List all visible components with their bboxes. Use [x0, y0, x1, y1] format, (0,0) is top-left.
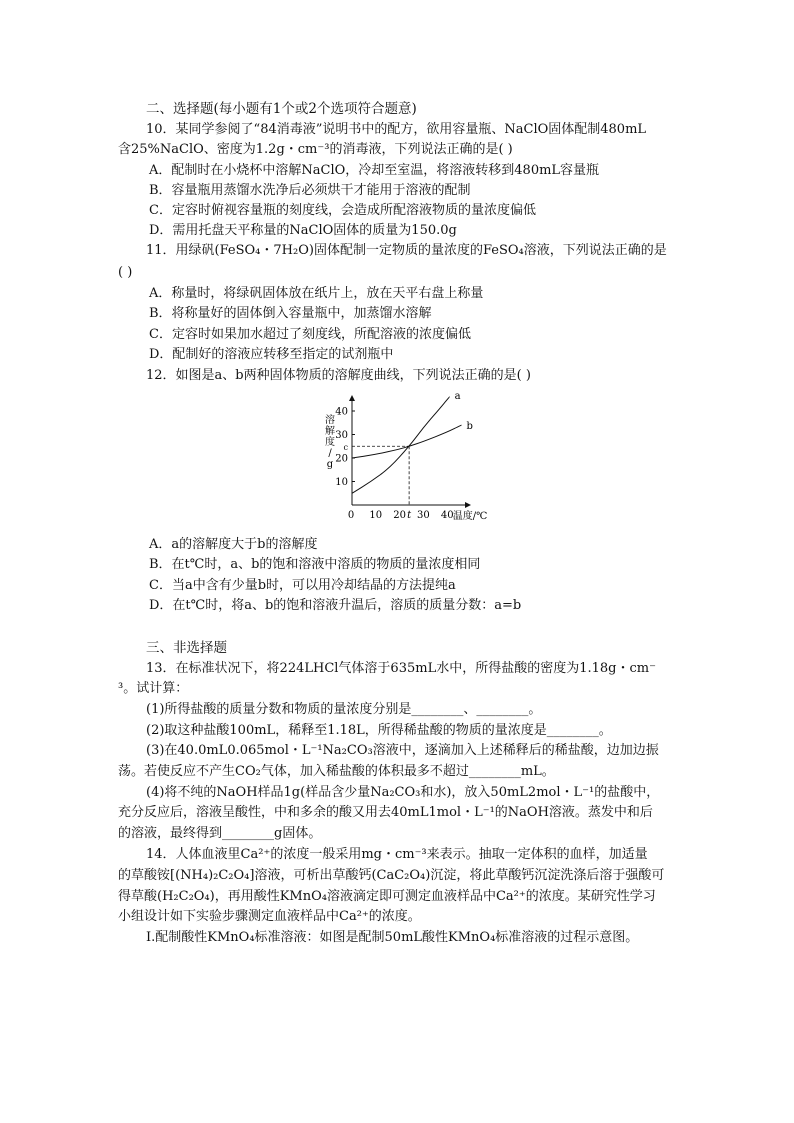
- q10-stem-line1: 10．某同学参阅了“84消毒液”说明书中的配方，欲用容量瓶、NaClO固体配制480mL: [146, 122, 647, 137]
- q13-part3-line1: (3)在40.0mL0.065mol・L⁻¹Na₂CO₃溶液中，逐滴加入上述稀释后的稀盐酸，边加边振: [146, 743, 659, 758]
- y-axis-label-char: 度: [325, 437, 335, 448]
- section3-heading: 三、非选择题: [146, 640, 227, 656]
- solubility-chart: [320, 393, 510, 523]
- x-tick-label: 20: [393, 510, 406, 521]
- y-axis-label-char: 解: [325, 426, 335, 437]
- q11-option-a: A．称量时，将绿矾固体放在纸片上，放在天平右盘上称量: [149, 286, 484, 301]
- section2-heading: 二、选择题(每小题有1个或2个选项符合题意): [146, 101, 417, 117]
- q14-part1: Ⅰ.配制酸性KMnO₄标准溶液：如图是配制50mL酸性KMnO₄标准溶液的过程示意图。: [146, 930, 639, 945]
- x-tick-label: 0: [347, 510, 355, 521]
- q10-option-b: B．容量瓶用蒸馏水洗净后必须烘干才能用于溶液的配制: [149, 183, 471, 198]
- q10-option-d: D．需用托盘天平称量的NaClO固体的质量为150.0g: [149, 223, 457, 238]
- q12-option-d: D．在t℃时，将a、b的饱和溶液升温后，溶质的质量分数：a=b: [149, 598, 522, 613]
- q13-part4-line2: 充分反应后，溶液呈酸性，中和多余的酸又用去40mL1mol・L⁻¹的NaOH溶液。蒸发中和后: [118, 805, 653, 820]
- q13-part4-line3: 的溶液，最终得到________g固体。: [118, 826, 322, 841]
- q13-part4-line1: (4)将不纯的NaOH样品1g(样品含少量Na₂CO₃和水)，放入50mL2mol・L⁻¹的盐酸中，: [146, 785, 660, 800]
- q13-stem-line1: 13．在标准状况下，将224LHCl气体溶于635mL水中，所得盐酸的密度为1.18g・cm⁻: [146, 661, 656, 676]
- y-tick-label: 30: [335, 430, 348, 441]
- q12-option-a: A．a的溶解度大于b的溶解度: [149, 537, 318, 552]
- x-tick-label: 10: [369, 510, 383, 521]
- q11-stem-line1: 11．用绿矾(FeSO₄・7H₂O)固体配制一定物质的量浓度的FeSO₄溶液，下列说法正确的是: [146, 243, 667, 258]
- y-tick-label: 40: [335, 406, 348, 418]
- x-tick-label: 30: [417, 510, 430, 521]
- q12-stem: 12．如图是a、b两种固体物质的溶解度曲线，下列说法正确的是( ): [146, 368, 531, 383]
- y-tick-label: 10: [335, 477, 348, 488]
- q11-option-b: B．将称量好的固体倒入容量瓶中，加蒸馏水溶解: [149, 306, 432, 321]
- q14-line2: 的草酸铵[(NH₄)₂C₂O₄]溶液，可析出草酸钙(CaC₂O₄)沉淀，将此草酸钙沉淀洗涤后溶于强酸可: [118, 868, 665, 883]
- x-axis-label: [453, 509, 488, 522]
- series-b-label: b: [466, 421, 473, 433]
- q13-part3-line2: 荡。若使反应不产生CO₂气体，加入稀盐酸的体积最多不超过________mL。: [118, 764, 555, 779]
- q14-line4: 小组设计如下实验步骤测定血液样品中Ca²⁺的浓度。: [118, 909, 421, 924]
- q13-part1: (1)所得盐酸的质量分数和物质的量浓度分别是________、________。: [146, 702, 542, 717]
- series-a-label: a: [454, 393, 461, 402]
- y-tick-label: c: [343, 442, 348, 452]
- series-b-curve: [352, 425, 462, 458]
- y-tick-label: 20: [335, 453, 348, 465]
- x-tick-label: 40: [440, 510, 454, 521]
- q14-line1: 14．人体血液里Ca²⁺的浓度一般采用mg・cm⁻³来表示。抽取一定体积的血样，加适量: [146, 847, 648, 862]
- q10-option-c: C．定容时俯视容量瓶的刻度线，会造成所配溶液物质的量浓度偏低: [149, 203, 536, 218]
- q10-stem-line2: 含25%NaClO、密度为1.2g・cm⁻³的消毒液，下列说法正确的是( ): [118, 142, 513, 157]
- y-axis-label: [325, 413, 335, 470]
- q11-stem-line2: ( ): [118, 265, 133, 280]
- q14-line3: 得草酸(H₂C₂O₄)，再用酸性KMnO₄溶液滴定即可测定血液样品中Ca²⁺的浓度。某研究性学习: [118, 889, 656, 904]
- q12-option-b: B．在t℃时，a、b的饱和溶液中溶质的物质的量浓度相同: [149, 557, 481, 572]
- q11-option-c: C．定容时如果加水超过了刻度线，所配溶液的浓度偏低: [149, 327, 471, 342]
- y-axis-label-char: g: [326, 459, 334, 470]
- q12-option-c: C．当a中含有少量b时，可以用冷却结晶的方法提纯a: [149, 578, 456, 593]
- q10-option-a: A．配制时在小烧杯中溶解NaClO，冷却至室温，将溶液转移到480mL容量瓶: [149, 163, 600, 178]
- series-a-curve: [352, 397, 450, 493]
- q13-part2: (2)取这种盐酸100mL，稀释至1.18L，所得稀盐酸的物质的量浓度是________。: [146, 723, 612, 738]
- y-axis-label-char: 溶: [325, 415, 335, 426]
- q11-option-d: D．配制好的溶液应转移至指定的试剂瓶中: [149, 347, 394, 362]
- y-axis-label-char: /: [328, 448, 332, 459]
- q13-stem-line2: ³。试计算：: [118, 681, 189, 696]
- x-axis-label-text: 温度/℃: [452, 511, 488, 522]
- x-tick-label: t: [407, 510, 412, 521]
